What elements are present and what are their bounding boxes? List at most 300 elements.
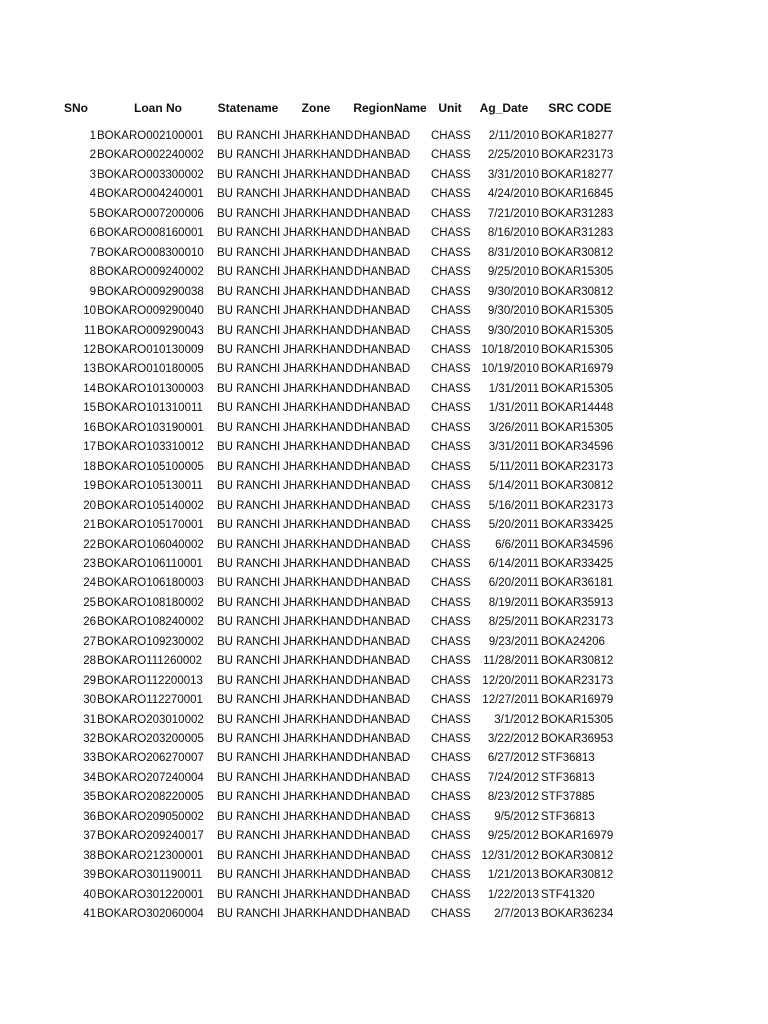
cell-src-code: BOKAR33425 <box>541 557 614 570</box>
cell-statename: BU RANCHI <box>217 596 281 609</box>
cell-loan-no: BOKARO101300003 <box>97 382 204 395</box>
cell-zone: JHARKHAND <box>283 519 354 531</box>
cell-regionname: DHANBAD <box>354 577 411 590</box>
cell-zone: JHARKHAND <box>283 266 354 279</box>
cell-sno: 12 <box>83 343 96 356</box>
cell-sno: 30 <box>83 694 96 706</box>
cell-sno: 9 <box>89 285 96 298</box>
cell-src-code: BOKAR16979 <box>541 363 614 376</box>
cell-ag-date: 6/20/2011 <box>488 577 539 590</box>
table-row <box>0 593 768 613</box>
cell-regionname: DHANBAD <box>354 324 411 337</box>
table-row <box>0 165 768 185</box>
cell-src-code: BOKAR15305 <box>541 713 614 726</box>
cell-ag-date: 6/27/2012 <box>487 752 539 765</box>
table-row <box>0 651 768 671</box>
cell-loan-no: BOKARO010130009 <box>97 343 204 356</box>
cell-regionname: DHANBAD <box>354 149 411 162</box>
cell-unit: CHASS <box>431 402 471 415</box>
cell-sno: 14 <box>83 382 96 395</box>
cell-unit: CHASS <box>431 616 471 629</box>
cell-src-code: BOKAR15305 <box>541 305 614 317</box>
cell-unit: CHASS <box>431 149 471 162</box>
cell-unit: CHASS <box>431 732 471 745</box>
cell-ag-date: 3/26/2011 <box>488 421 539 434</box>
cell-statename: BU RANCHI <box>217 869 281 882</box>
cell-regionname: DHANBAD <box>354 674 411 687</box>
cell-loan-no: BOKARO206270007 <box>97 752 204 765</box>
cell-src-code: BOKAR36953 <box>541 732 614 745</box>
cell-ag-date: 4/24/2010 <box>487 188 539 201</box>
cell-sno: 7 <box>89 246 96 259</box>
table-row <box>0 515 768 535</box>
cell-ag-date: 1/21/2013 <box>487 869 539 882</box>
cell-src-code: BOKAR15305 <box>541 266 614 279</box>
cell-zone: JHARKHAND <box>283 791 354 804</box>
cell-unit: CHASS <box>431 635 471 648</box>
cell-unit: CHASS <box>431 771 471 784</box>
cell-sno: 22 <box>83 538 96 551</box>
cell-unit: CHASS <box>431 285 471 298</box>
cell-ag-date: 9/30/2010 <box>487 285 539 298</box>
cell-zone: JHARKHAND <box>283 655 354 668</box>
cell-ag-date: 3/31/2010 <box>487 168 539 181</box>
cell-zone: JHARKHAND <box>283 499 354 512</box>
table-row <box>0 301 768 321</box>
cell-zone: JHARKHAND <box>283 616 354 629</box>
cell-statename: BU RANCHI <box>217 888 281 901</box>
cell-zone: JHARKHAND <box>283 674 354 687</box>
cell-unit: CHASS <box>431 246 471 259</box>
cell-zone: JHARKHAND <box>283 732 354 745</box>
cell-sno: 13 <box>83 363 96 376</box>
cell-zone: JHARKHAND <box>283 130 354 142</box>
cell-regionname: DHANBAD <box>354 538 411 551</box>
cell-unit: CHASS <box>431 460 471 473</box>
cell-unit: CHASS <box>431 305 471 317</box>
cell-ag-date: 9/5/2012 <box>494 810 539 823</box>
cell-loan-no: BOKARO108180002 <box>97 596 204 609</box>
cell-ag-date: 1/31/2011 <box>488 382 539 395</box>
cell-statename: BU RANCHI <box>217 908 281 920</box>
cell-src-code: BOKAR23173 <box>541 460 614 473</box>
cell-src-code: BOKAR35913 <box>541 596 614 609</box>
cell-zone: JHARKHAND <box>283 460 354 473</box>
cell-loan-no: BOKARO003300002 <box>97 168 204 181</box>
cell-regionname: DHANBAD <box>354 441 411 454</box>
cell-loan-no: BOKARO212300001 <box>97 849 204 862</box>
cell-loan-no: BOKARO203200005 <box>97 732 204 745</box>
cell-unit: CHASS <box>431 810 471 823</box>
table-row <box>0 145 768 165</box>
cell-statename: BU RANCHI <box>217 149 281 162</box>
cell-sno: 33 <box>83 752 96 765</box>
cell-unit: CHASS <box>431 538 471 551</box>
cell-regionname: DHANBAD <box>354 207 411 220</box>
cell-zone: JHARKHAND <box>283 382 354 395</box>
cell-regionname: DHANBAD <box>354 343 411 356</box>
table-row <box>0 612 768 632</box>
table-row <box>0 535 768 555</box>
cell-src-code: BOKAR34596 <box>541 538 614 551</box>
cell-sno: 29 <box>83 674 96 687</box>
cell-ag-date: 10/18/2010 <box>481 343 539 356</box>
cell-statename: BU RANCHI <box>217 577 281 590</box>
cell-regionname: DHANBAD <box>354 130 411 142</box>
cell-sno: 27 <box>83 635 96 648</box>
cell-ag-date: 11/28/2011 <box>483 655 539 668</box>
cell-ag-date: 7/24/2012 <box>487 771 539 784</box>
cell-zone: JHARKHAND <box>283 557 354 570</box>
cell-sno: 5 <box>89 207 96 220</box>
cell-statename: BU RANCHI <box>217 616 281 629</box>
cell-sno: 11 <box>84 324 96 337</box>
cell-unit: CHASS <box>431 441 471 454</box>
cell-ag-date: 5/11/2011 <box>489 460 539 473</box>
cell-regionname: DHANBAD <box>354 382 411 395</box>
cell-sno: 28 <box>83 655 96 668</box>
cell-regionname: DHANBAD <box>354 421 411 434</box>
cell-zone: JHARKHAND <box>283 908 354 920</box>
cell-zone: JHARKHAND <box>283 810 354 823</box>
table-row <box>0 885 768 905</box>
cell-ag-date: 10/19/2010 <box>481 363 539 376</box>
cell-statename: BU RANCHI <box>217 285 281 298</box>
cell-loan-no: BOKARO105100005 <box>97 460 204 473</box>
cell-loan-no: BOKARO105140002 <box>97 499 204 512</box>
cell-ag-date: 8/23/2012 <box>487 791 539 804</box>
cell-loan-no: BOKARO009290038 <box>97 285 204 298</box>
cell-sno: 8 <box>89 266 96 279</box>
table-row <box>0 321 768 341</box>
table-row <box>0 398 768 418</box>
cell-unit: CHASS <box>431 713 471 726</box>
cell-sno: 39 <box>83 869 96 882</box>
cell-unit: CHASS <box>431 888 471 901</box>
cell-loan-no: BOKARO009290043 <box>97 324 204 337</box>
cell-unit: CHASS <box>431 869 471 882</box>
cell-src-code: BOKAR30812 <box>541 869 614 882</box>
table-row <box>0 768 768 788</box>
cell-loan-no: BOKARO106040002 <box>97 538 204 551</box>
table-row <box>0 359 768 379</box>
table-row <box>0 826 768 846</box>
cell-regionname: DHANBAD <box>354 305 411 317</box>
cell-src-code: BOKAR15305 <box>541 343 614 356</box>
table-row <box>0 496 768 516</box>
cell-zone: JHARKHAND <box>283 285 354 298</box>
cell-statename: BU RANCHI <box>217 266 281 279</box>
cell-loan-no: BOKARO207240004 <box>97 771 204 784</box>
cell-zone: JHARKHAND <box>283 227 354 240</box>
cell-sno: 35 <box>83 791 96 804</box>
cell-zone: JHARKHAND <box>283 830 354 843</box>
cell-unit: CHASS <box>431 674 471 687</box>
table-row <box>0 807 768 827</box>
cell-ag-date: 12/27/2011 <box>482 694 539 706</box>
table-row <box>0 729 768 749</box>
cell-zone: JHARKHAND <box>283 480 354 493</box>
cell-unit: CHASS <box>431 830 471 843</box>
cell-regionname: DHANBAD <box>354 402 411 415</box>
cell-ag-date: 7/21/2010 <box>487 207 539 220</box>
header-unit: Unit <box>438 101 462 115</box>
table-row <box>0 904 768 924</box>
header-sno: SNo <box>64 101 88 115</box>
cell-src-code: BOKAR16845 <box>541 188 614 201</box>
cell-zone: JHARKHAND <box>283 168 354 181</box>
cell-zone: JHARKHAND <box>283 713 354 726</box>
cell-ag-date: 9/30/2010 <box>487 324 539 337</box>
cell-loan-no: BOKARO101310011 <box>97 402 203 415</box>
header-ag-date: Ag_Date <box>479 101 529 115</box>
header-regionname: RegionName <box>353 101 427 115</box>
cell-unit: CHASS <box>431 557 471 570</box>
cell-ag-date: 3/22/2012 <box>487 732 539 745</box>
table-row <box>0 632 768 652</box>
cell-ag-date: 1/22/2013 <box>487 888 539 901</box>
cell-loan-no: BOKARO105130011 <box>97 480 203 493</box>
table-row <box>0 690 768 710</box>
table-row <box>0 846 768 866</box>
cell-statename: BU RANCHI <box>217 460 281 473</box>
cell-statename: BU RANCHI <box>217 538 281 551</box>
cell-statename: BU RANCHI <box>217 363 281 376</box>
cell-loan-no: BOKARO009240002 <box>97 266 204 279</box>
table-row <box>0 379 768 399</box>
cell-unit: CHASS <box>431 519 471 531</box>
cell-statename: BU RANCHI <box>217 130 281 142</box>
cell-regionname: DHANBAD <box>354 908 411 920</box>
cell-regionname: DHANBAD <box>354 363 411 376</box>
cell-zone: JHARKHAND <box>283 849 354 862</box>
cell-sno: 4 <box>89 188 96 201</box>
cell-ag-date: 8/19/2011 <box>488 596 539 609</box>
cell-regionname: DHANBAD <box>354 499 411 512</box>
table-row <box>0 865 768 885</box>
cell-loan-no: BOKARO105170001 <box>97 519 204 531</box>
cell-statename: BU RANCHI <box>217 694 281 706</box>
cell-zone: JHARKHAND <box>283 694 354 706</box>
cell-unit: CHASS <box>431 499 471 512</box>
table-row <box>0 184 768 204</box>
cell-zone: JHARKHAND <box>283 324 354 337</box>
cell-zone: JHARKHAND <box>283 188 354 201</box>
cell-statename: BU RANCHI <box>217 246 281 259</box>
cell-statename: BU RANCHI <box>217 227 281 240</box>
cell-unit: CHASS <box>431 324 471 337</box>
cell-zone: JHARKHAND <box>283 441 354 454</box>
cell-statename: BU RANCHI <box>217 713 281 726</box>
cell-loan-no: BOKARO009290040 <box>97 305 204 317</box>
cell-regionname: DHANBAD <box>354 246 411 259</box>
cell-src-code: BOKAR23173 <box>541 499 614 512</box>
table-row <box>0 204 768 224</box>
cell-src-code: BOKAR36234 <box>541 908 614 920</box>
cell-regionname: DHANBAD <box>354 168 411 181</box>
cell-zone: JHARKHAND <box>283 869 354 882</box>
cell-regionname: DHANBAD <box>354 460 411 473</box>
cell-unit: CHASS <box>431 343 471 356</box>
cell-unit: CHASS <box>431 168 471 181</box>
cell-sno: 23 <box>83 557 96 570</box>
cell-loan-no: BOKARO007200006 <box>97 207 204 220</box>
cell-loan-no: BOKARO203010002 <box>97 713 204 726</box>
cell-statename: BU RANCHI <box>217 382 281 395</box>
cell-regionname: DHANBAD <box>354 888 411 901</box>
cell-unit: CHASS <box>431 421 471 434</box>
table-row <box>0 437 768 457</box>
table-row <box>0 418 768 438</box>
cell-loan-no: BOKARO208220005 <box>97 791 204 804</box>
table-row <box>0 340 768 360</box>
cell-statename: BU RANCHI <box>217 324 281 337</box>
cell-regionname: DHANBAD <box>354 557 411 570</box>
cell-loan-no: BOKARO106110001 <box>97 557 203 570</box>
cell-src-code: STF36813 <box>541 771 595 784</box>
cell-ag-date: 8/16/2010 <box>487 227 539 240</box>
cell-statename: BU RANCHI <box>217 188 281 201</box>
cell-statename: BU RANCHI <box>217 557 281 570</box>
cell-zone: JHARKHAND <box>283 771 354 784</box>
cell-zone: JHARKHAND <box>283 207 354 220</box>
cell-statename: BU RANCHI <box>217 655 281 668</box>
cell-unit: CHASS <box>431 207 471 220</box>
table-row <box>0 573 768 593</box>
cell-ag-date: 12/20/2011 <box>482 674 539 687</box>
cell-zone: JHARKHAND <box>283 246 354 259</box>
header-statename: Statename <box>217 101 279 115</box>
cell-zone: JHARKHAND <box>283 752 354 765</box>
cell-sno: 17 <box>83 441 96 454</box>
cell-src-code: BOKAR30812 <box>541 849 614 862</box>
cell-src-code: BOKA24206 <box>541 635 605 648</box>
cell-src-code: BOKAR36181 <box>541 577 614 590</box>
cell-zone: JHARKHAND <box>283 635 354 648</box>
cell-ag-date: 8/31/2010 <box>487 246 539 259</box>
table-row <box>0 282 768 302</box>
cell-src-code: BOKAR23173 <box>541 149 614 162</box>
cell-zone: JHARKHAND <box>283 538 354 551</box>
cell-statename: BU RANCHI <box>217 791 281 804</box>
cell-src-code: BOKAR30812 <box>541 480 614 493</box>
cell-src-code: BOKAR16979 <box>541 830 614 843</box>
cell-sno: 40 <box>83 888 96 901</box>
header-zone: Zone <box>301 101 331 115</box>
cell-sno: 34 <box>83 771 96 784</box>
cell-zone: JHARKHAND <box>283 577 354 590</box>
table-row <box>0 671 768 691</box>
cell-zone: JHARKHAND <box>283 305 354 317</box>
cell-regionname: DHANBAD <box>354 480 411 493</box>
cell-regionname: DHANBAD <box>354 266 411 279</box>
cell-statename: BU RANCHI <box>217 480 281 493</box>
cell-unit: CHASS <box>431 130 471 142</box>
cell-src-code: STF41320 <box>541 888 595 901</box>
cell-zone: JHARKHAND <box>283 343 354 356</box>
cell-ag-date: 2/7/2013 <box>494 908 539 920</box>
table-row <box>0 787 768 807</box>
cell-regionname: DHANBAD <box>354 713 411 726</box>
cell-unit: CHASS <box>431 655 471 668</box>
cell-src-code: BOKAR30812 <box>541 655 614 668</box>
cell-loan-no: BOKARO301190011 <box>97 869 203 882</box>
cell-src-code: BOKAR23173 <box>541 616 614 629</box>
cell-src-code: BOKAR31283 <box>541 207 614 220</box>
cell-zone: JHARKHAND <box>283 363 354 376</box>
cell-unit: CHASS <box>431 577 471 590</box>
cell-unit: CHASS <box>431 596 471 609</box>
cell-regionname: DHANBAD <box>354 830 411 843</box>
cell-regionname: DHANBAD <box>354 752 411 765</box>
cell-unit: CHASS <box>431 908 471 920</box>
cell-regionname: DHANBAD <box>354 655 411 668</box>
cell-sno: 15 <box>83 402 96 415</box>
cell-loan-no: BOKARO112270001 <box>97 694 203 706</box>
cell-src-code: STF37885 <box>541 791 595 804</box>
cell-src-code: BOKAR16979 <box>541 694 614 706</box>
header-loan-no: Loan No <box>134 101 182 115</box>
table-row <box>0 262 768 282</box>
cell-src-code: BOKAR33425 <box>541 519 614 531</box>
cell-unit: CHASS <box>431 188 471 201</box>
cell-statename: BU RANCHI <box>217 519 281 531</box>
cell-src-code: BOKAR23173 <box>541 674 614 687</box>
table-row <box>0 457 768 477</box>
header-src-code: SRC CODE <box>548 101 612 115</box>
cell-unit: CHASS <box>431 694 471 706</box>
cell-ag-date: 6/6/2011 <box>495 538 539 551</box>
cell-statename: BU RANCHI <box>217 752 281 765</box>
cell-ag-date: 3/31/2011 <box>488 441 539 454</box>
cell-zone: JHARKHAND <box>283 149 354 162</box>
cell-statename: BU RANCHI <box>217 830 281 843</box>
table-row <box>0 126 768 146</box>
cell-src-code: BOKAR18277 <box>541 130 614 142</box>
cell-loan-no: BOKARO004240001 <box>97 188 204 201</box>
cell-regionname: DHANBAD <box>354 227 411 240</box>
cell-regionname: DHANBAD <box>354 285 411 298</box>
cell-loan-no: BOKARO106180003 <box>97 577 204 590</box>
cell-loan-no: BOKARO002240002 <box>97 149 204 162</box>
cell-sno: 25 <box>83 596 96 609</box>
cell-loan-no: BOKARO103190001 <box>97 421 204 434</box>
cell-unit: CHASS <box>431 266 471 279</box>
cell-regionname: DHANBAD <box>354 869 411 882</box>
cell-regionname: DHANBAD <box>354 771 411 784</box>
cell-sno: 37 <box>83 830 96 843</box>
cell-ag-date: 9/25/2012 <box>487 830 539 843</box>
cell-src-code: BOKAR15305 <box>541 382 614 395</box>
cell-ag-date: 9/25/2010 <box>487 266 539 279</box>
cell-statename: BU RANCHI <box>217 402 281 415</box>
cell-statename: BU RANCHI <box>217 635 281 648</box>
cell-unit: CHASS <box>431 480 471 493</box>
cell-loan-no: BOKARO008300010 <box>97 246 204 259</box>
cell-sno: 16 <box>83 421 96 434</box>
cell-src-code: STF36813 <box>541 810 595 823</box>
cell-src-code: BOKAR15305 <box>541 421 614 434</box>
table-row <box>0 476 768 496</box>
cell-sno: 20 <box>83 499 96 512</box>
cell-zone: JHARKHAND <box>283 888 354 901</box>
cell-sno: 18 <box>83 460 96 473</box>
cell-ag-date: 9/30/2010 <box>487 305 539 317</box>
cell-sno: 24 <box>83 577 96 590</box>
cell-src-code: BOKAR34596 <box>541 441 614 454</box>
cell-sno: 36 <box>83 810 96 823</box>
cell-src-code: BOKAR14448 <box>541 402 614 415</box>
